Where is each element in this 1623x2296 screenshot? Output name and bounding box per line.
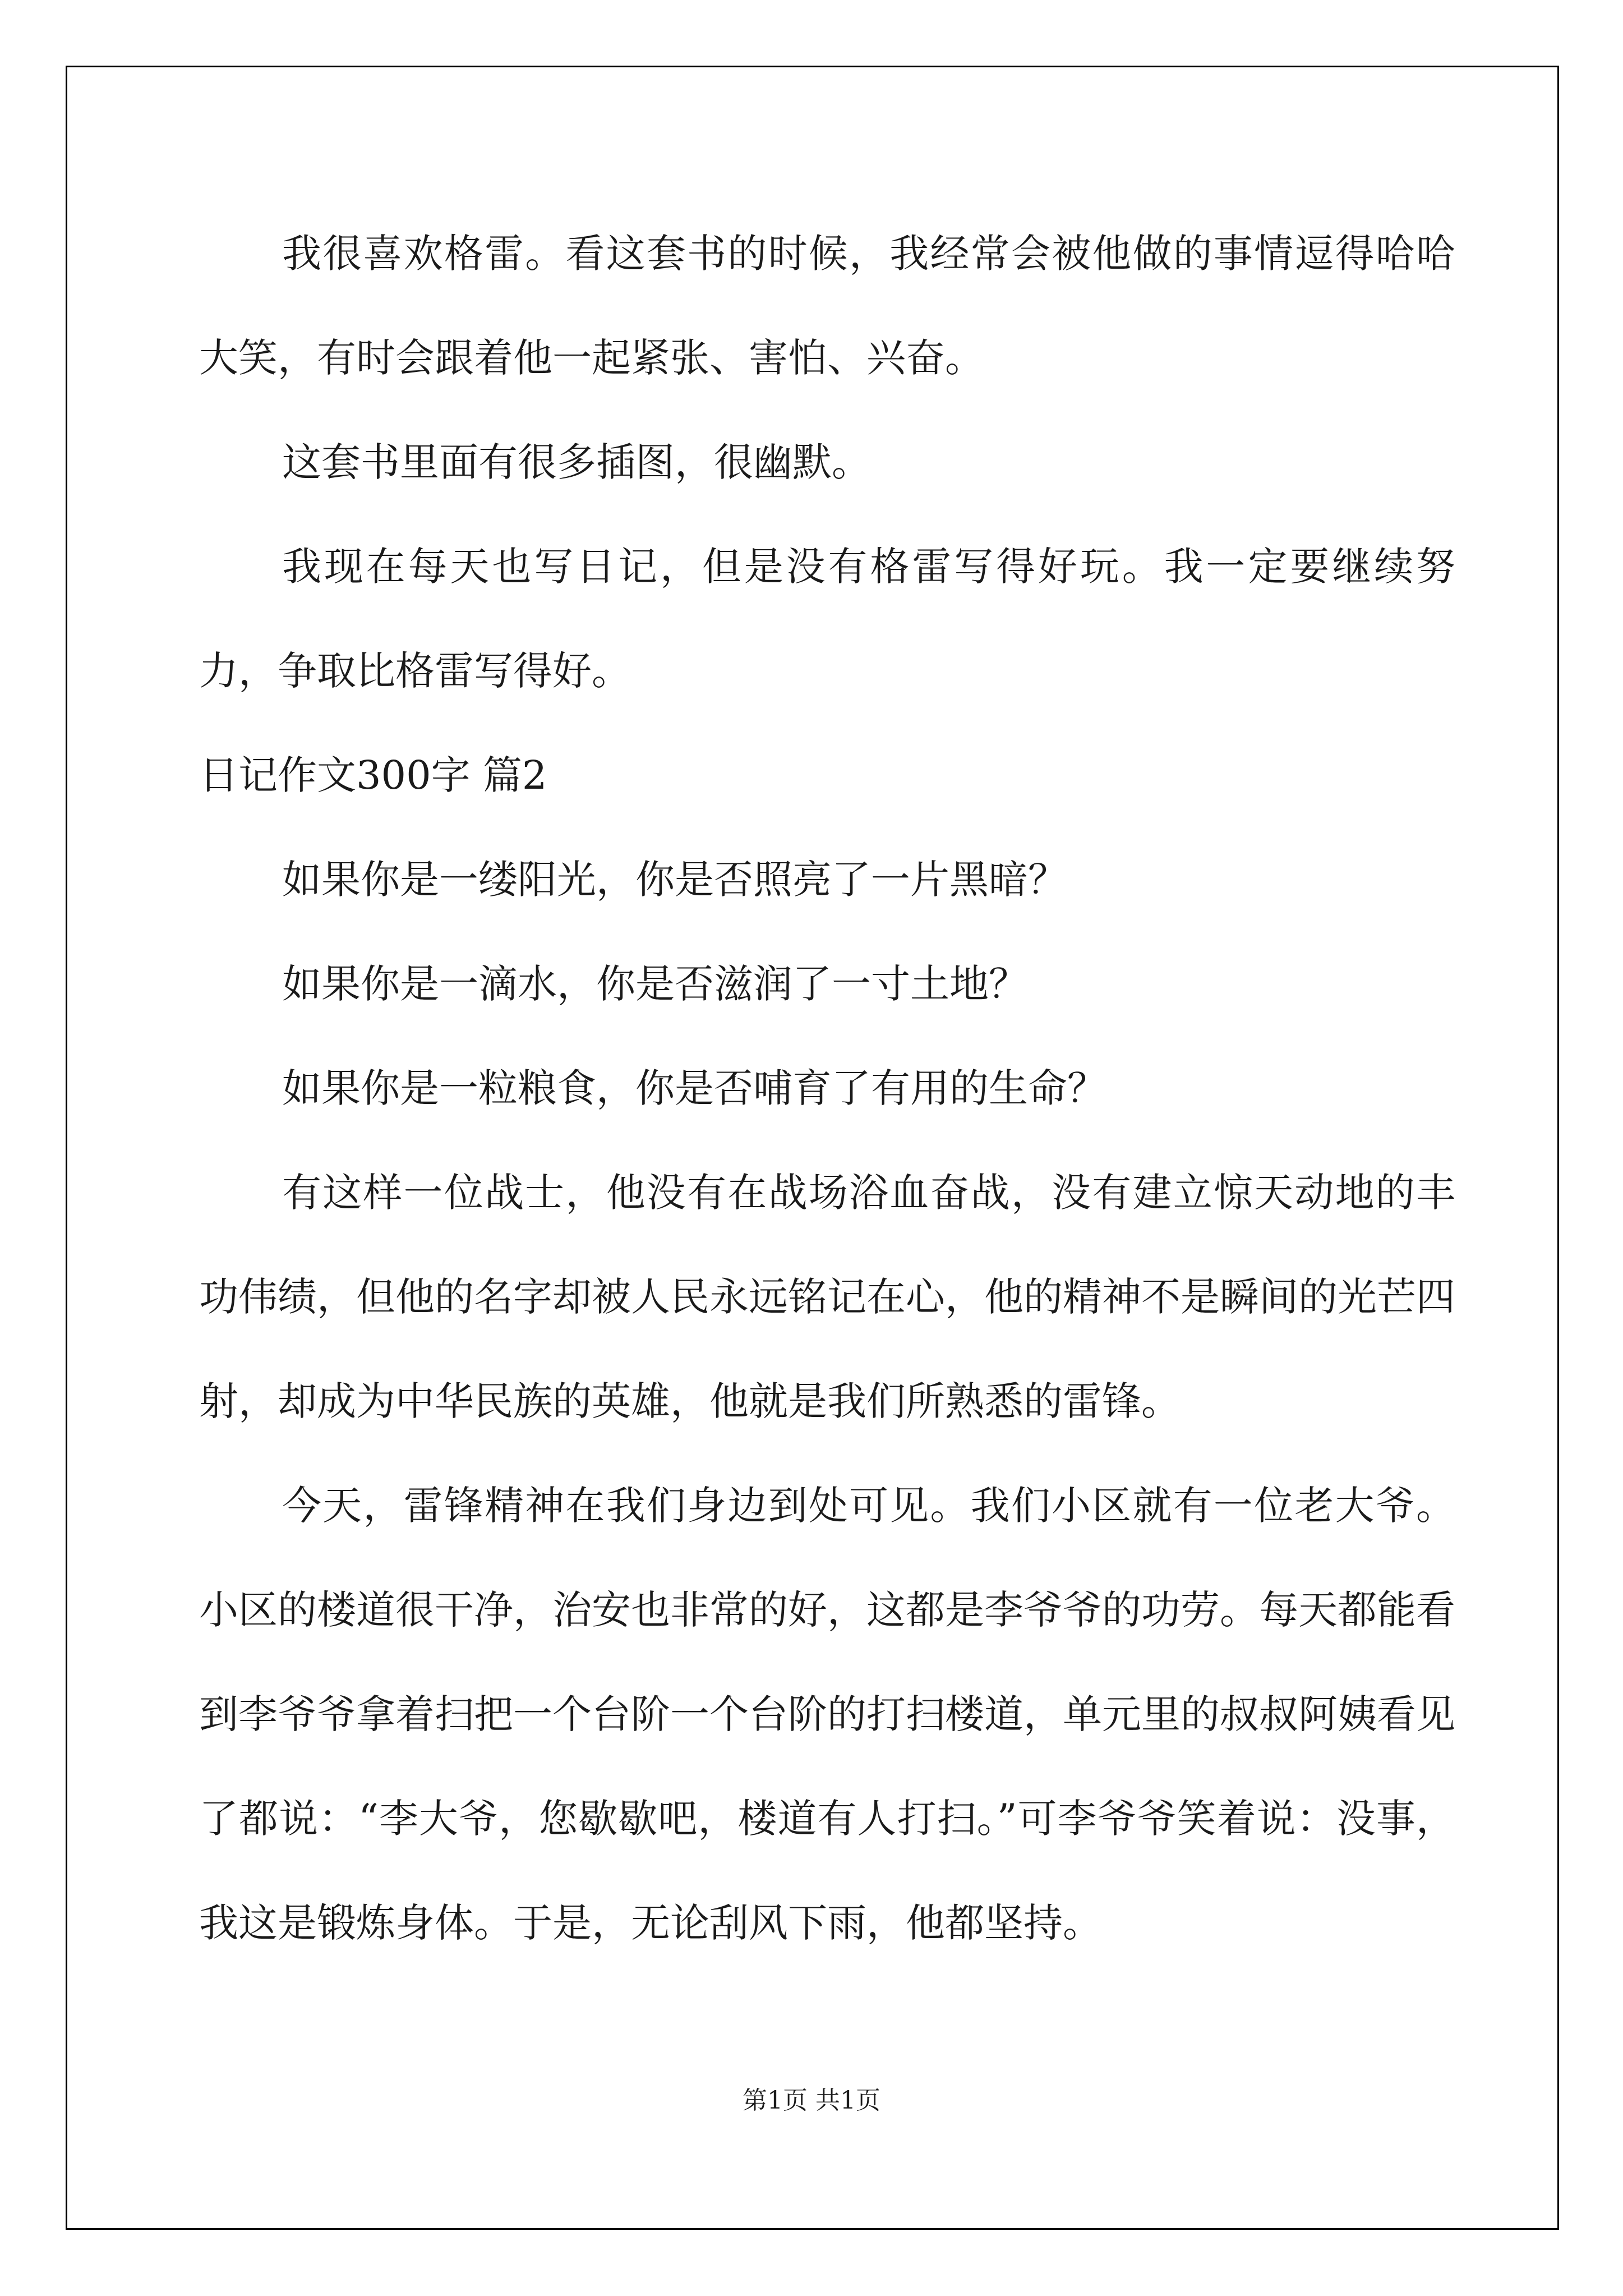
paragraph: 如果你是一粒粮食，你是否哺育了有用的生命？ [282, 1065, 1106, 1111]
content-flow [199, 201, 1455, 1975]
paragraph: 这套书里面有很多插图，很幽默。 [282, 439, 871, 485]
paragraph: 有这样一位战士，他没有在战场浴血奋战，没有建立惊天动地的丰功伟绩，但他的名字却被人民永远铭记在心，他的精神不是瞬间的光芒四射，却成为中华民族的英雄，他就是我们所熟悉的雷锋。 [199, 1170, 1455, 1424]
paragraph: 如果你是一滴水，你是否滋润了一寸土地？ [282, 961, 1028, 1007]
paragraph: 今天，雷锋精神在我们身边到处可见。我们小区就有一位老大爷。小区的楼道很干净，治安也非常的好，这都是李爷爷的功劳。每天都能看到李爷爷拿着扫把一个台阶一个台阶的打扫楼道，单元里的叔叔阿姨看见了都说：“李大爷，您歇歇吧，楼道有人打扫。”可李爷爷笑着说：没事，我这是锻炼身体。于是，无论刮风下雨，他都坚持。 [199, 1483, 1455, 1946]
paragraph: 我很喜欢格雷。看这套书的时候，我经常会被他做的事情逗得哈哈大笑，有时会跟着他一起紧张、害怕、兴奋。 [199, 231, 1455, 381]
paragraph: 我现在每天也写日记，但是没有格雷写得好玩。我一定要继续努力，争取比格雷写得好。 [199, 544, 1455, 694]
section-heading: 日记作文300字 篇2 [199, 752, 547, 798]
page-number-footer: 第1页 共1页 [743, 2086, 880, 2115]
paragraph: 如果你是一缕阳光，你是否照亮了一片黑暗？ [282, 857, 1067, 903]
